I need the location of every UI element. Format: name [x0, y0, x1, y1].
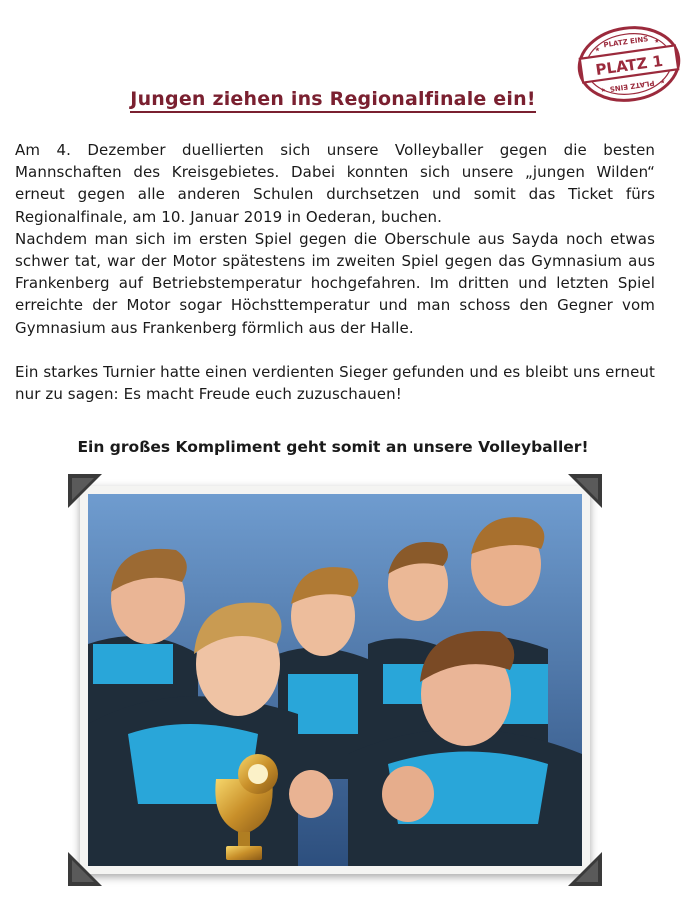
stamp-top-text: PLATZ EINS [603, 35, 649, 50]
svg-text:★: ★ [594, 45, 601, 54]
svg-text:★: ★ [659, 78, 666, 86]
stamp-main-text: PLATZ 1 [594, 51, 665, 80]
photo-corner-top-right-icon [568, 474, 602, 508]
article-body [15, 139, 655, 405]
compliment-line: Ein großes Kompliment geht somit an unsere Volleyballer! [77, 438, 589, 456]
team-photo-illustration [88, 494, 582, 866]
photo-corner-bottom-left-icon [68, 852, 102, 886]
svg-text:★: ★ [599, 86, 607, 95]
photo-corner-bottom-right-icon [568, 852, 602, 886]
photo-corner-top-left-icon [68, 474, 102, 508]
paragraph-1: Am 4. Dezember duellierten sich unsere Volleyballer gegen die besten Mannschaften des Kreisgebietes. Dabei konnten sich unsere „jungen Wilden“ erneut gegen alle anderen Schulen durchsetzen und somit das Ticket fürs Regionalfinale, am 10. Januar 2019 in Oederan, buchen. [15, 141, 655, 226]
paragraph-2: Nachdem man sich im ersten Spiel gegen die Oberschule aus Sayda noch etwas schwer tat, war der Motor spätestens im zweiten Spiel gegen das Gymnasium aus Frankenberg auf Betriebstemperatur hochgefahren. Im dritten und letzten Spiel erreichte der Motor sogar Höchsttemperatur und man schoss den Gegner vom Gymnasium aus Frankenberg förmlich aus der Halle. [15, 229, 655, 337]
headline-text: Jungen ziehen ins Regionalfinale ein! [130, 88, 535, 113]
article-headline [0, 88, 666, 110]
photo-frame [80, 486, 590, 874]
svg-text:★: ★ [653, 37, 660, 46]
team-photo [88, 494, 582, 866]
paragraph-3: Ein starkes Turnier hatte einen verdienten Sieger gefunden und es bleibt uns erneut nur zu sagen: Es macht Freude euch zuzuschauen! [15, 362, 655, 404]
stamp-bottom-text: PLATZ EINS [609, 78, 655, 93]
